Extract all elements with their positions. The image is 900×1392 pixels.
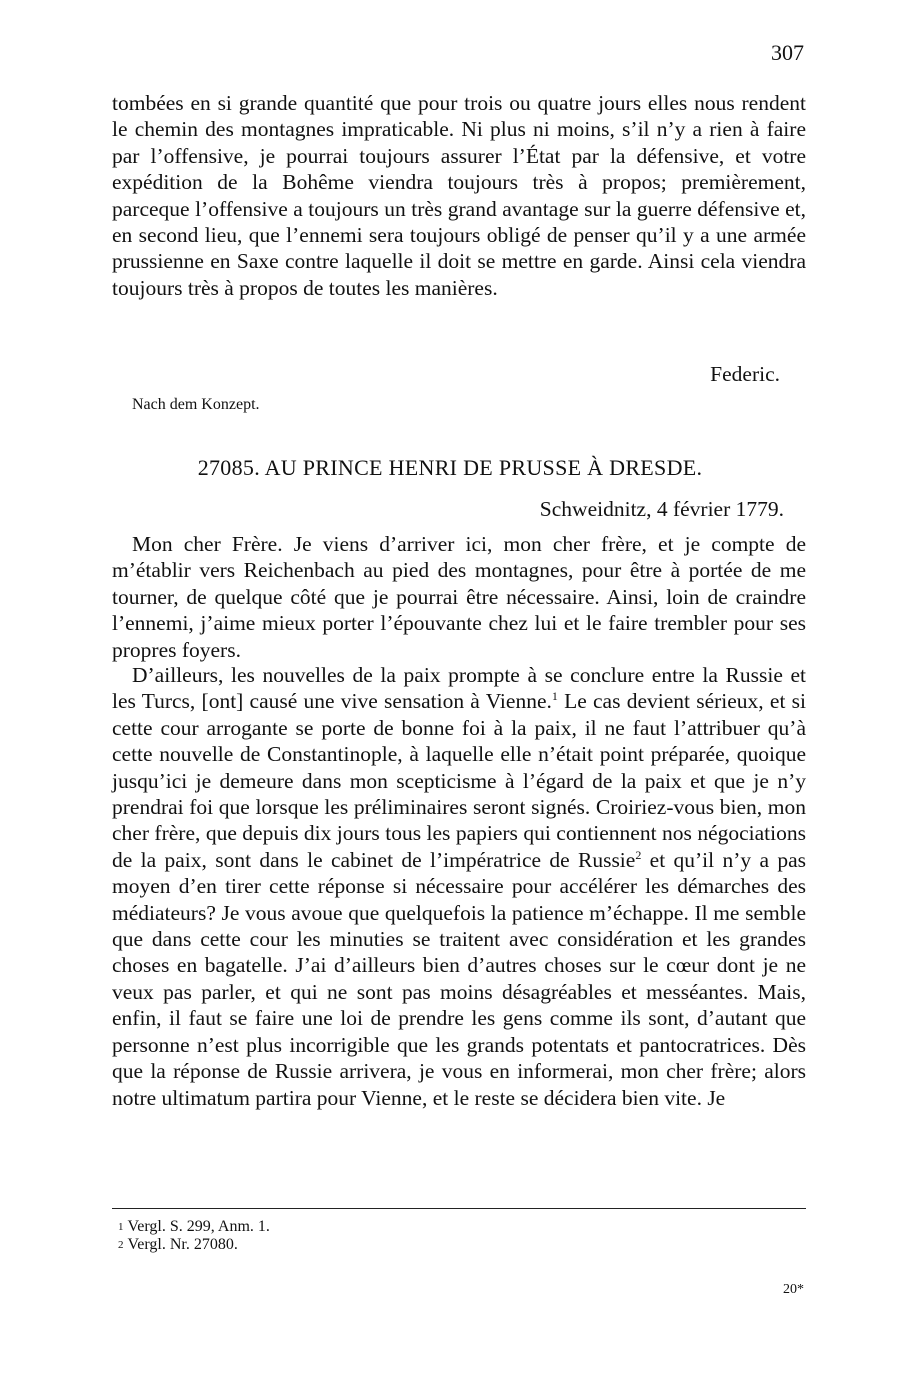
letter-paragraph-1: Mon cher Frère. Je viens d’arriver ici, mon cher frère, et je compte de m’établir vers Reichenbach au pied des montagnes, pour être à portée de me tourner, de quelque côté que je pourrai être nécessaire. Ainsi, loin de craindre l’ennemi, j’aime mieux porter l’épouvante chez lui et le faire trembler pour ses propres foyers. [112,532,806,662]
footnote-2-marker: 2 [118,1239,124,1251]
footnote-2 [118,1236,270,1254]
page-number: 307 [771,40,804,65]
paragraph-2-part-1: D’ailleurs, les nouvelles de la paix prompte à se conclure entre la Russie et les Turcs, [ont] causé une vive sensation à Vienne. [112,663,806,714]
letter-paragraph-2 [112,662,806,1111]
footnote-divider [112,1208,806,1209]
footnotes [118,1218,270,1254]
footnote-2-text: Vergl. Nr. 27080. [127,1236,238,1253]
printer-signature-mark: 20* [783,1282,804,1297]
footnote-1 [118,1218,270,1236]
footnote-1-text: Vergl. S. 299, Anm. 1. [127,1218,270,1235]
letter-signature: Federic. [710,362,780,386]
footnote-ref-1: 1 [551,689,558,704]
continuation-paragraph: tombées en si grande quantité que pour trois ou quatre jours elles nous rendent le chemin des montagnes impraticable. Ni plus ni moins, s’il n’y a rien à faire par l’offensive, je pourrai toujours assurer l’État par la défensive, et votre expédition de la Bohême viendra toujours très à propos; premièrement, parceque l’offensive a toujours un très grand avantage sur la guerre défensive et, en second lieu, que l’ennemi sera toujours obligé de penser qu’il y a une armée prussienne en Saxe contre laquelle il doit se mettre en garde. Ainsi cela viendra toujours très à propos de toutes les manières. [112,91,806,300]
letter-heading: 27085. AU PRINCE HENRI DE PRUSSE À DRESDE. [197,455,703,480]
footnote-ref-2: 2 [635,847,642,862]
place-date: Schweidnitz, 4 février 1779. [539,497,784,521]
paragraph-2-part-3: et qu’il n’y a pas moyen d’en tirer cette réponse si nécessaire pour accélérer les démarches des médiateurs? Je vous avoue que quelquefois la patience m’échappe. Il me semble que dans cette cour les minuties se traitent avec considération et les grandes choses en bagatelle. J’ai d’ailleurs bien d’autres choses sur le cœur dont je ne veux pas parler, et qui ne sont pas moins désagréables et messéantes. Mais, enfin, il faut se faire une loi de prendre les gens comme ils sont, d’autant que personne n’est plus incorrigible que les grands potentats et pantocratrices. Dès que la réponse de Russie arrivera, je vous en informerai, mon cher frère; alors notre ultimatum partira pour Vienne, et le reste se décidera bien vite. Je [112,847,806,1110]
paragraph-2-part-2: Le cas devient sérieux, et si cette cour arrogante se porte de bonne foi à la paix, il ne faut l’attribuer qu’à cette nouvelle de Constantinople, à laquelle elle n’était point préparée, quoique jusqu’ici je demeure dans mon scepticisme à l’égard de la paix et que je n’y prendrai foi que lorsque les préliminaires seront signés. Croiriez-vous bien, mon cher frère, que depuis dix jours tous les papiers qui contiennent nos négociations de la paix, sont dans le cabinet de l’impératrice de Russie [112,689,806,872]
source-note: Nach dem Konzept. [132,396,260,413]
footnote-1-marker: 1 [118,1221,124,1233]
